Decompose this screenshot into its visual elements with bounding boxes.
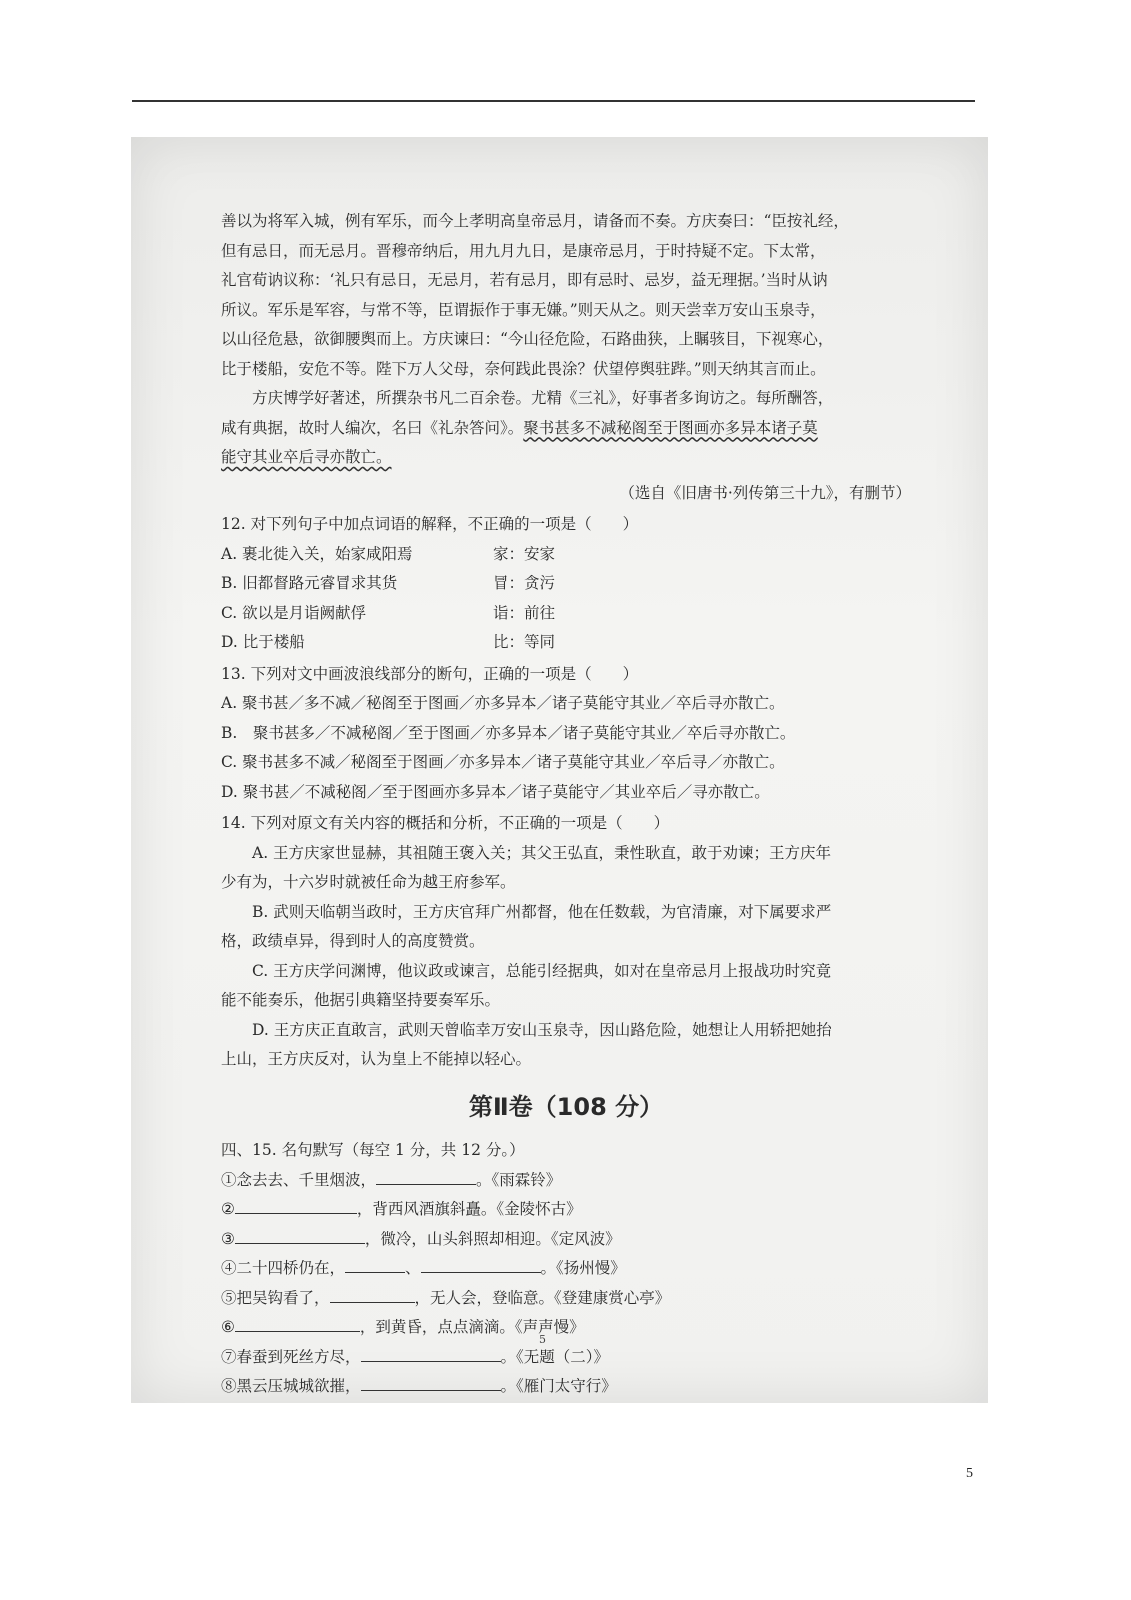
question-15 bbox=[221, 1136, 911, 1402]
passage-text: 咸有典据，故时人编次，名曰《礼杂答问》。 bbox=[221, 418, 524, 437]
item-text: 。《雁门太守行》 bbox=[500, 1377, 617, 1395]
item-text: ，背西风酒旗斜矗。《金陵怀古》 bbox=[356, 1200, 582, 1218]
option-text: C. 聚书甚多不减／秘阁至于图画／亦多异本／诸子莫能守其业／卒后寻／亦散亡。 bbox=[221, 753, 785, 771]
passage bbox=[221, 207, 911, 508]
option-explanation: 家：安家 bbox=[493, 544, 556, 563]
fill-in-item bbox=[221, 1254, 911, 1284]
question-12 bbox=[221, 510, 911, 658]
option-text: 格，政绩卓异，得到时人的高度赞赏。 bbox=[221, 932, 485, 950]
inner-page-number: 5 bbox=[539, 1333, 546, 1346]
item-text: ，无人会，登临意。《登建康赏心亭》 bbox=[414, 1288, 671, 1307]
question-13 bbox=[221, 660, 911, 808]
section-title: 第Ⅱ卷（108 分） bbox=[468, 1092, 664, 1121]
question-14 bbox=[221, 809, 911, 1075]
item-text: 、 bbox=[405, 1259, 421, 1277]
option-text: B. 武则天临朝当政时，王方庆官拜广州都督，他在任数载，为官清廉，对下属要求严 bbox=[252, 902, 832, 921]
option-text: D. 王方庆正直敢言，武则天曾临幸万安山玉泉寺，因山路危险，她想让人用轿把她抬 bbox=[252, 1020, 832, 1039]
fill-in-item bbox=[221, 1195, 911, 1225]
item-text: ⑤把吴钩看了， bbox=[221, 1288, 330, 1307]
option-row bbox=[221, 540, 911, 570]
fill-in-item bbox=[221, 1343, 911, 1373]
fill-in-item bbox=[221, 1166, 911, 1196]
fill-in-item bbox=[221, 1225, 911, 1255]
option-text: 上山，王方庆反对，认为皇上不能掉以轻心。 bbox=[221, 1050, 532, 1068]
question-stem: 12. 对下列句子中加点词语的解释，不正确的一项是（ ） bbox=[221, 515, 639, 533]
passage-line bbox=[221, 414, 911, 444]
option-explanation: 诣：前往 bbox=[493, 603, 556, 622]
answer-blank[interactable] bbox=[361, 1343, 501, 1362]
page-number: 5 bbox=[966, 1466, 973, 1481]
option-text: A. 王方庆家世显赫，其祖随王褒入关；其父王弘直，秉性耿直，敢于劝谏；王方庆年 bbox=[252, 843, 832, 862]
answer-blank[interactable] bbox=[421, 1254, 541, 1273]
answer-blank[interactable] bbox=[361, 1372, 501, 1391]
wavy-underlined-text: 聚书甚多不减秘阁至于图画亦多异本诸子莫 bbox=[523, 418, 818, 437]
passage-line bbox=[221, 443, 911, 473]
option-explanation: 比：等同 bbox=[493, 633, 556, 651]
answer-blank[interactable] bbox=[235, 1313, 360, 1332]
question-stem: 四、15. 名句默写（每空 1 分，共 12 分。） bbox=[221, 1141, 525, 1159]
option-text: D. 比于楼船 bbox=[221, 633, 305, 651]
option-text: C. 王方庆学问渊博，他议政或谏言，总能引经据典，如对在皇帝忌月上报战功时究竟 bbox=[252, 961, 832, 980]
option-text: B. 旧都督路元睿冒求其货 bbox=[221, 574, 398, 592]
item-text: ⑥ bbox=[221, 1318, 235, 1336]
passage-line: 礼官荀讷议称：‘礼只有忌日，无忌月，若有忌月，即有忌时、忌岁，益无理据。’当时从讷 bbox=[221, 271, 828, 289]
option-row bbox=[221, 599, 911, 629]
option-text: C. 欲以是月诣阙献俘 bbox=[221, 603, 367, 622]
item-text: ② bbox=[221, 1200, 235, 1218]
passage-line: 但有忌日，而无忌月。晋穆帝纳后，用九月九日，是康帝忌月，于时持疑不定。下太常， bbox=[221, 241, 826, 260]
answer-blank[interactable] bbox=[235, 1195, 357, 1214]
passage-line: 所议。军乐是军容，与常不等，臣谓振作于事无嫌。”则天从之。则天尝幸万安山玉泉寺， bbox=[221, 300, 826, 319]
option-text: 能不能奏乐，他据引典籍坚持要奏军乐。 bbox=[221, 991, 501, 1009]
answer-blank[interactable] bbox=[330, 1284, 415, 1303]
item-text: 。《雨霖铃》 bbox=[476, 1170, 562, 1189]
passage-source: （选自《旧唐书·列传第三十九》，有删节） bbox=[619, 483, 911, 502]
question-stem: 13. 下列对文中画波浪线部分的断句，正确的一项是（ ） bbox=[221, 664, 639, 683]
wavy-underlined-text: 能守其业卒后寻亦散亡。 bbox=[221, 448, 392, 466]
passage-line: 比于楼船，安危不等。陛下万人父母，奈何践此畏涂？伏望停舆驻跸。”则天纳其言而止。 bbox=[221, 359, 826, 378]
item-text: ，到黄昏，点点滴滴。《声声慢》 bbox=[359, 1318, 585, 1336]
item-text: ④二十四桥仍在， bbox=[221, 1259, 346, 1277]
option-text: B. 聚书甚多／不减秘阁／至于图画／亦多异本／诸子莫能守其业／卒后寻亦散亡。 bbox=[221, 723, 796, 742]
option-text: 少有为，十六岁时就被任命为越王府参军。 bbox=[221, 873, 516, 891]
item-text: 。《扬州慢》 bbox=[540, 1259, 626, 1277]
option-row bbox=[221, 569, 911, 599]
passage-line: 善以为将军入城，例有军乐，而今上孝明高皇帝忌月，请备而不奏。方庆奏曰：“臣按礼经， bbox=[221, 212, 849, 230]
item-text: ①念去去、千里烟波， bbox=[221, 1170, 377, 1189]
answer-blank[interactable] bbox=[345, 1254, 405, 1273]
option-row bbox=[221, 628, 911, 658]
fill-in-item bbox=[221, 1372, 911, 1402]
item-text: ⑧黑云压城城欲摧， bbox=[221, 1377, 361, 1395]
item-text: ，微冷，山头斜照却相迎。《定风波》 bbox=[364, 1229, 621, 1248]
fill-in-item bbox=[221, 1284, 911, 1314]
scanned-exam-photo bbox=[131, 137, 988, 1403]
option-text: A. 聚书甚／多不减／秘阁至于图画／亦多异本／诸子莫能守其业／卒后寻亦散亡。 bbox=[221, 694, 785, 712]
fill-in-item bbox=[221, 1313, 911, 1343]
item-text: ⑦春蚕到死丝方尽， bbox=[221, 1347, 361, 1366]
passage-line: 方庆博学好著述，所撰杂书凡二百余卷。尤精《三礼》，好事者多询访之。每所酬答， bbox=[252, 389, 834, 407]
header-rule bbox=[132, 100, 975, 102]
item-text: 。《无题（二）》 bbox=[500, 1347, 610, 1366]
item-text: ③ bbox=[221, 1229, 235, 1248]
answer-blank[interactable] bbox=[376, 1166, 476, 1185]
answer-blank[interactable] bbox=[235, 1225, 365, 1244]
option-explanation: 冒：贪污 bbox=[493, 574, 556, 592]
option-text: D. 聚书甚／不减秘阁／至于图画亦多异本／诸子莫能守／其业卒后／寻亦散亡。 bbox=[221, 782, 770, 801]
question-stem: 14. 下列对原文有关内容的概括和分析，不正确的一项是（ ） bbox=[221, 814, 670, 832]
exam-content bbox=[221, 207, 911, 1402]
passage-line: 以山径危悬，欲御腰舆而上。方庆谏曰：“今山径危险，石路曲狭，上瞩骇目，下视寒心， bbox=[221, 330, 834, 348]
option-text: A. 裹北徙入关，始家咸阳焉 bbox=[221, 544, 413, 563]
